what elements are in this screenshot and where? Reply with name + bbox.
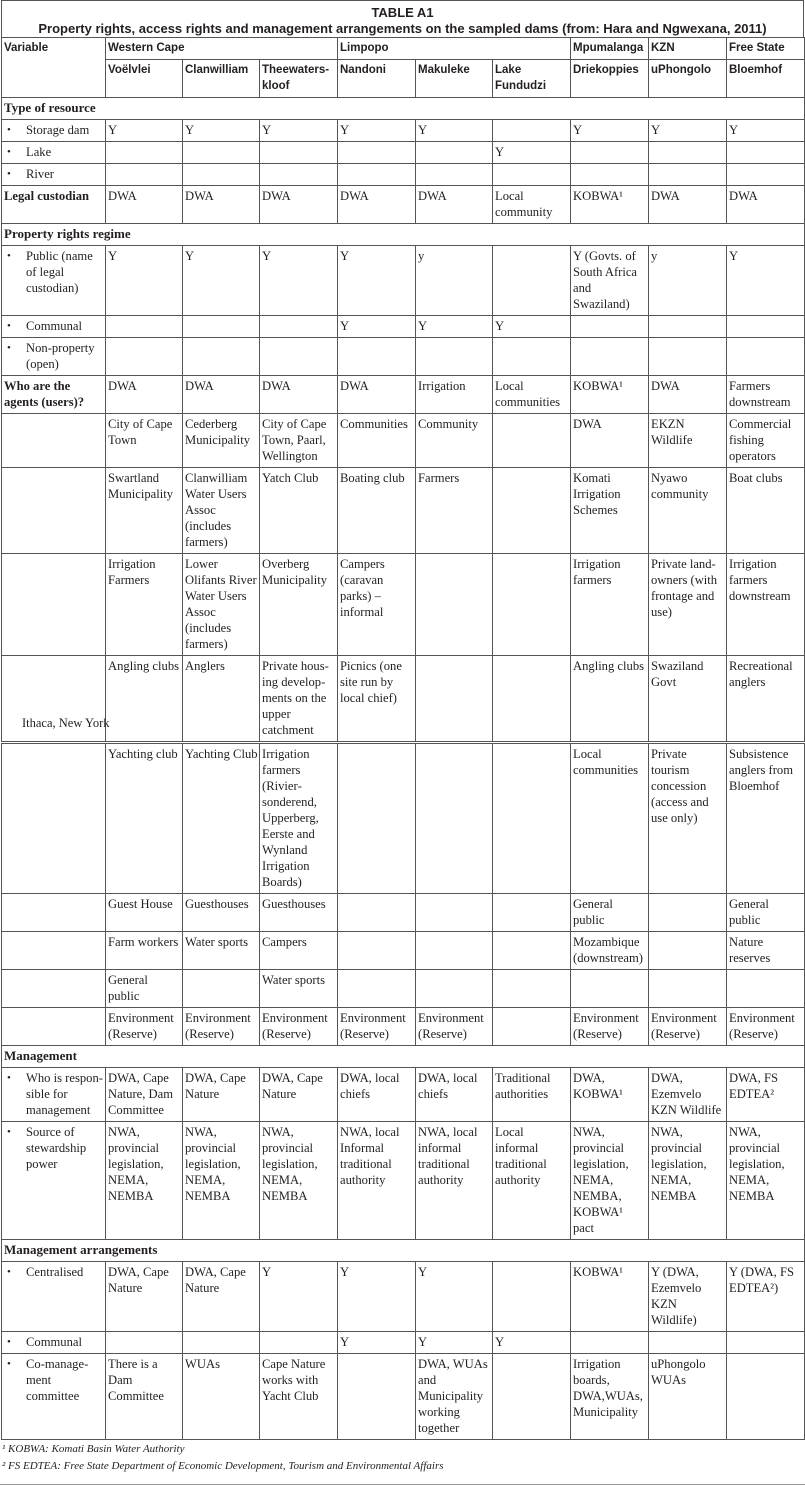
table-cell: Environment (Reserve) <box>338 1008 416 1046</box>
table-cell <box>260 164 338 186</box>
table-cell: Y <box>106 246 183 316</box>
variable-header: Variable <box>2 38 106 98</box>
table-cell: DWA, Cape Nature <box>260 1068 338 1122</box>
row-label: • Storage dam <box>2 120 106 142</box>
table-cell: Y <box>260 1262 338 1332</box>
table-cell: Nature reserves <box>727 932 805 970</box>
table-cell: y <box>649 246 727 316</box>
section-heading: Type of resource <box>2 98 805 120</box>
table-cell <box>727 970 805 1008</box>
table-cell: Y <box>106 120 183 142</box>
table-row <box>2 743 805 894</box>
province-header: Free State <box>727 38 805 60</box>
table-cell: Y <box>416 316 493 338</box>
table-cell <box>727 164 805 186</box>
province-header: KZN <box>649 38 727 60</box>
table-cell <box>106 164 183 186</box>
table-caption: Property rights, access rights and management arrangements on the sampled dams (from: Hara and Ngwexana, 2011) <box>38 21 767 36</box>
table-cell: Irrigation farmers <box>571 554 649 656</box>
table-cell: Y <box>260 246 338 316</box>
table-cell: KOBWA¹ <box>571 186 649 224</box>
table-cell: Environment (Reserve) <box>649 1008 727 1046</box>
table-cell: Environment (Reserve) <box>260 1008 338 1046</box>
table-cell: NWA, provincial legislation, NEMA, NEMBA <box>106 1122 183 1240</box>
table-cell: KOBWA¹ <box>571 1262 649 1332</box>
table-cell: DWA <box>260 186 338 224</box>
table-cell: Campers (caravan parks) –informal <box>338 554 416 656</box>
table-cell: Swaziland Govt <box>649 656 727 743</box>
table-cell <box>649 970 727 1008</box>
dam-header: Theewaters-kloof <box>260 60 338 98</box>
section-heading: Property rights regime <box>2 224 805 246</box>
section-heading: Management <box>2 1046 805 1068</box>
table-cell: DWA <box>727 186 805 224</box>
table-cell <box>416 932 493 970</box>
table-cell: Yatch Club <box>260 468 338 554</box>
section-row <box>2 98 805 120</box>
table-cell <box>493 414 571 468</box>
table-cell: Farm workers <box>106 932 183 970</box>
table-cell: uPhongolo WUAs <box>649 1354 727 1440</box>
table-cell: Traditional authorities <box>493 1068 571 1122</box>
row-label: • Who is responsible for management <box>2 1068 106 1122</box>
table-row <box>2 1068 805 1122</box>
table-cell <box>493 1354 571 1440</box>
table-cell: Y <box>727 120 805 142</box>
table-cell <box>416 142 493 164</box>
table-cell: NWA, provincial legislation, NEMA, NEMBA, KOBWA¹ pact <box>571 1122 649 1240</box>
table-cell <box>106 338 183 376</box>
row-label: Who are the agents (users)? <box>2 376 106 414</box>
section-row <box>2 1240 805 1262</box>
table-cell: DWA <box>338 186 416 224</box>
table-cell: Communities <box>338 414 416 468</box>
province-header: Mpumalanga <box>571 38 649 60</box>
table-cell: Angling clubs <box>106 656 183 743</box>
table-cell <box>416 970 493 1008</box>
table-cell: General public <box>727 894 805 932</box>
table-cell: Water sports <box>183 932 260 970</box>
table-cell <box>493 246 571 316</box>
table-cell <box>571 338 649 376</box>
table-cell <box>493 1262 571 1332</box>
table-cell: Boat clubs <box>727 468 805 554</box>
table-cell: Mozambique (downstream) <box>571 932 649 970</box>
table-cell: Irrigation <box>416 376 493 414</box>
table-cell: Yachting Club <box>183 743 260 894</box>
table-cell: Y <box>260 120 338 142</box>
table-cell <box>183 338 260 376</box>
table-cell <box>416 894 493 932</box>
table-cell: Private tourism concession (access and use only) <box>649 743 727 894</box>
table-cell: Campers <box>260 932 338 970</box>
table-cell: Local communities <box>493 376 571 414</box>
table-cell <box>649 316 727 338</box>
dam-header: uPhongolo <box>649 60 727 98</box>
table-cell: Local communities <box>571 743 649 894</box>
row-label: Legal custodian <box>2 186 106 224</box>
table-cell: DWA <box>106 186 183 224</box>
table-cell: DWA <box>649 376 727 414</box>
table-cell: DWA, Cape Nature <box>183 1262 260 1332</box>
table-cell: Irrigation boards, DWA,WUAs, Municipality <box>571 1354 649 1440</box>
table-cell: Y <box>338 120 416 142</box>
row-label: • River <box>2 164 106 186</box>
table-title <box>1 0 804 37</box>
table-cell: Irrigation farmers downstream <box>727 554 805 656</box>
table-cell <box>493 1008 571 1046</box>
footnote: ² FS EDTEA: Free State Department of Economic Development, Tourism and Environmental Affairs <box>2 1460 444 1472</box>
table-cell: EKZN Wildlife <box>649 414 727 468</box>
table-cell: KOBWA¹ <box>571 376 649 414</box>
table-cell <box>183 1332 260 1354</box>
table-cell: Subsistence anglers from Bloemhof <box>727 743 805 894</box>
table-row <box>2 656 805 743</box>
table-cell: DWA <box>260 376 338 414</box>
table-cell <box>649 932 727 970</box>
table-cell <box>416 743 493 894</box>
table-cell: y <box>416 246 493 316</box>
table-cell: Local community <box>493 186 571 224</box>
table-cell: Y <box>416 120 493 142</box>
table-cell: Y <box>338 1262 416 1332</box>
table-cell: Lower Olifants River Water Users Assoc (includes farmers) <box>183 554 260 656</box>
table-row <box>2 1262 805 1332</box>
footnote: ¹ KOBWA: Komati Basin Water Authority <box>2 1443 185 1455</box>
table-cell: Private landowners (with frontage and use) <box>649 554 727 656</box>
table-cell <box>493 743 571 894</box>
table-cell: DWA <box>649 186 727 224</box>
table-row <box>2 554 805 656</box>
table-cell: Cederberg Municipality <box>183 414 260 468</box>
dam-header: Lake Fundudzi <box>493 60 571 98</box>
table-cell: Y (DWA, Ezemvelo KZN Wildlife) <box>649 1262 727 1332</box>
dam-header: Driekoppies <box>571 60 649 98</box>
table-cell: NWA, provincial legislation, NEMA, NEMBA <box>260 1122 338 1240</box>
table-cell <box>416 554 493 656</box>
table-cell <box>338 142 416 164</box>
table-cell <box>260 1332 338 1354</box>
table-cell: Cape Nature works with Yacht Club <box>260 1354 338 1440</box>
table-cell: Y <box>416 1332 493 1354</box>
section-row <box>2 1046 805 1068</box>
table-cell: Private housing developments on the upper catchment <box>260 656 338 743</box>
row-label <box>2 554 106 656</box>
table-row <box>2 932 805 970</box>
table-cell: Y <box>338 1332 416 1354</box>
table-cell <box>493 656 571 743</box>
table-cell: NWA, local informal traditional authority <box>416 1122 493 1240</box>
table-cell: Komati Irrigation Schemes <box>571 468 649 554</box>
row-label: • Communal <box>2 1332 106 1354</box>
dam-header: Bloemhof <box>727 60 805 98</box>
footnotes <box>0 1442 805 1485</box>
table-cell: Guesthouses <box>260 894 338 932</box>
table-cell <box>416 656 493 743</box>
dam-header: Clanwilliam <box>183 60 260 98</box>
table-cell <box>727 316 805 338</box>
table-cell <box>338 970 416 1008</box>
table-cell: Guesthouses <box>183 894 260 932</box>
table-cell <box>338 164 416 186</box>
row-label: • Non-property (open) <box>2 338 106 376</box>
row-label: • Lake <box>2 142 106 164</box>
table-row <box>2 186 805 224</box>
table-cell: Picnics (one site run by local chief) <box>338 656 416 743</box>
table-cell: Y <box>493 316 571 338</box>
table-cell <box>493 894 571 932</box>
table-cell: Swartland Municipality <box>106 468 183 554</box>
table-cell: Commercial fishing operators <box>727 414 805 468</box>
table-row <box>2 970 805 1008</box>
table-cell <box>727 338 805 376</box>
table-cell: Farmers downstream <box>727 376 805 414</box>
table-cell <box>106 1332 183 1354</box>
table-row <box>2 414 805 468</box>
table-cell: DWA <box>338 376 416 414</box>
table-cell: Farmers <box>416 468 493 554</box>
dam-header: Voëlvlei <box>106 60 183 98</box>
table-cell: Y <box>183 246 260 316</box>
table-cell <box>493 120 571 142</box>
overlay-text: Ithaca, New York <box>22 716 110 730</box>
province-header: Limpopo <box>338 38 571 60</box>
table-cell: Y <box>493 1332 571 1354</box>
table-row <box>2 1332 805 1354</box>
table-cell <box>338 338 416 376</box>
table-cell: DWA <box>571 414 649 468</box>
table-cell: Angling clubs <box>571 656 649 743</box>
row-label: • Source of stewardship power <box>2 1122 106 1240</box>
table-cell: DWA <box>183 376 260 414</box>
table-cell: DWA, Ezemvelo KZN Wildlife <box>649 1068 727 1122</box>
table-cell: Y <box>649 120 727 142</box>
table-cell <box>727 142 805 164</box>
row-label <box>2 1008 106 1046</box>
table-cell <box>338 932 416 970</box>
table-row <box>2 894 805 932</box>
province-header-row <box>2 38 805 60</box>
table-cell: City of Cape Town <box>106 414 183 468</box>
table-cell: Y <box>183 120 260 142</box>
table-row <box>2 468 805 554</box>
table-cell: Environment (Reserve) <box>727 1008 805 1046</box>
table-cell: NWA, provincial legislation, NEMA, NEMBA <box>727 1122 805 1240</box>
table-row <box>2 120 805 142</box>
table-row <box>2 376 805 414</box>
table-row <box>2 164 805 186</box>
table-cell: Y <box>493 142 571 164</box>
table-cell <box>571 1332 649 1354</box>
table-cell <box>727 1354 805 1440</box>
table-cell: Anglers <box>183 656 260 743</box>
table-cell <box>727 1332 805 1354</box>
province-header: Western Cape <box>106 38 338 60</box>
table-cell: WUAs <box>183 1354 260 1440</box>
table-cell <box>493 932 571 970</box>
table-cell <box>106 316 183 338</box>
table-cell: Nyawo community <box>649 468 727 554</box>
table-cell: DWA, KOBWA¹ <box>571 1068 649 1122</box>
table-cell <box>260 338 338 376</box>
table-cell <box>649 1332 727 1354</box>
table-cell: City of Cape Town, Paarl, Wellington <box>260 414 338 468</box>
dam-header-row <box>2 60 805 98</box>
table-cell <box>416 338 493 376</box>
table-cell <box>493 970 571 1008</box>
table-row <box>2 1122 805 1240</box>
table-cell <box>571 164 649 186</box>
table-cell <box>183 316 260 338</box>
table-cell <box>493 554 571 656</box>
row-label <box>2 414 106 468</box>
table-cell: Environment (Reserve) <box>106 1008 183 1046</box>
table-cell: Yachting club <box>106 743 183 894</box>
table-cell: DWA, Cape Nature, Dam Committee <box>106 1068 183 1122</box>
table-row <box>2 316 805 338</box>
table-cell: Recreational anglers <box>727 656 805 743</box>
table-cell <box>260 142 338 164</box>
table-cell: NWA, provincial legislation, NEMA, NEMBA <box>649 1122 727 1240</box>
table-cell: General public <box>106 970 183 1008</box>
table-cell: Y (Govts. of South Africa and Swaziland) <box>571 246 649 316</box>
table-cell <box>183 142 260 164</box>
table-cell: NWA, provincial legislation, NEMA, NEMBA <box>183 1122 260 1240</box>
row-label <box>2 743 106 894</box>
section-row <box>2 224 805 246</box>
table-cell: Y <box>338 246 416 316</box>
table-cell: Environment (Reserve) <box>183 1008 260 1046</box>
row-label <box>2 970 106 1008</box>
table-cell: DWA, Cape Nature <box>106 1262 183 1332</box>
row-label: • Communal <box>2 316 106 338</box>
property-rights-table <box>1 37 805 1440</box>
row-label <box>2 894 106 932</box>
row-label: • Centralised <box>2 1262 106 1332</box>
table-cell: There is a Dam Committee <box>106 1354 183 1440</box>
table-cell: Irrigation Farmers <box>106 554 183 656</box>
table-label: TABLE A1 <box>371 5 434 20</box>
table-row <box>2 1008 805 1046</box>
table-cell <box>649 164 727 186</box>
row-label <box>2 932 106 970</box>
table-cell <box>571 316 649 338</box>
table-cell: Environment (Reserve) <box>416 1008 493 1046</box>
table-cell <box>493 338 571 376</box>
table-cell: Local informal traditional authority <box>493 1122 571 1240</box>
table-cell: Y <box>338 316 416 338</box>
section-heading: Management arrangements <box>2 1240 805 1262</box>
table-cell: DWA, Cape Nature <box>183 1068 260 1122</box>
table-cell <box>416 164 493 186</box>
table-cell <box>338 1354 416 1440</box>
table-cell <box>649 338 727 376</box>
table-cell: DWA <box>183 186 260 224</box>
divider <box>0 1474 805 1485</box>
dam-header: Nandoni <box>338 60 416 98</box>
table-cell <box>183 970 260 1008</box>
table-row <box>2 246 805 316</box>
table-cell <box>338 894 416 932</box>
table-cell: Environment (Reserve) <box>571 1008 649 1046</box>
table-cell: Y <box>571 120 649 142</box>
table-cell: Overberg Municipality <box>260 554 338 656</box>
table-cell: Clanwilliam Water Users Assoc (includes farmers) <box>183 468 260 554</box>
table-cell <box>260 316 338 338</box>
row-label <box>2 468 106 554</box>
table-cell: NWA, local Informal traditional authority <box>338 1122 416 1240</box>
table-cell <box>649 142 727 164</box>
table-cell: Y (DWA, FS EDTEA²) <box>727 1262 805 1332</box>
table-cell <box>571 142 649 164</box>
table-cell: Y <box>416 1262 493 1332</box>
table-cell: DWA <box>416 186 493 224</box>
table-cell: DWA <box>106 376 183 414</box>
table-cell: Guest House <box>106 894 183 932</box>
table-cell <box>649 894 727 932</box>
table-row <box>2 1354 805 1440</box>
dam-header: Makuleke <box>416 60 493 98</box>
table-cell: DWA, WUAs and Municipality working together <box>416 1354 493 1440</box>
table-row <box>2 338 805 376</box>
table-cell: General public <box>571 894 649 932</box>
table-cell: Irrigation farmers (Riviersonderend, Upperberg, Eerste and Wynland Irrigation Boards) <box>260 743 338 894</box>
table-row <box>2 142 805 164</box>
row-label: • Public (name of legal custodian) <box>2 246 106 316</box>
table-cell <box>571 970 649 1008</box>
table-cell <box>493 164 571 186</box>
table-cell <box>106 142 183 164</box>
table-cell <box>183 164 260 186</box>
table-cell: Boating club <box>338 468 416 554</box>
table-cell: Community <box>416 414 493 468</box>
row-label: • Co-management committee <box>2 1354 106 1440</box>
table-cell: Water sports <box>260 970 338 1008</box>
table-cell <box>493 468 571 554</box>
table-cell <box>338 743 416 894</box>
table-cell: DWA, local chiefs <box>416 1068 493 1122</box>
table-cell: DWA, local chiefs <box>338 1068 416 1122</box>
table-cell: Y <box>727 246 805 316</box>
table-cell: DWA, FS EDTEA² <box>727 1068 805 1122</box>
